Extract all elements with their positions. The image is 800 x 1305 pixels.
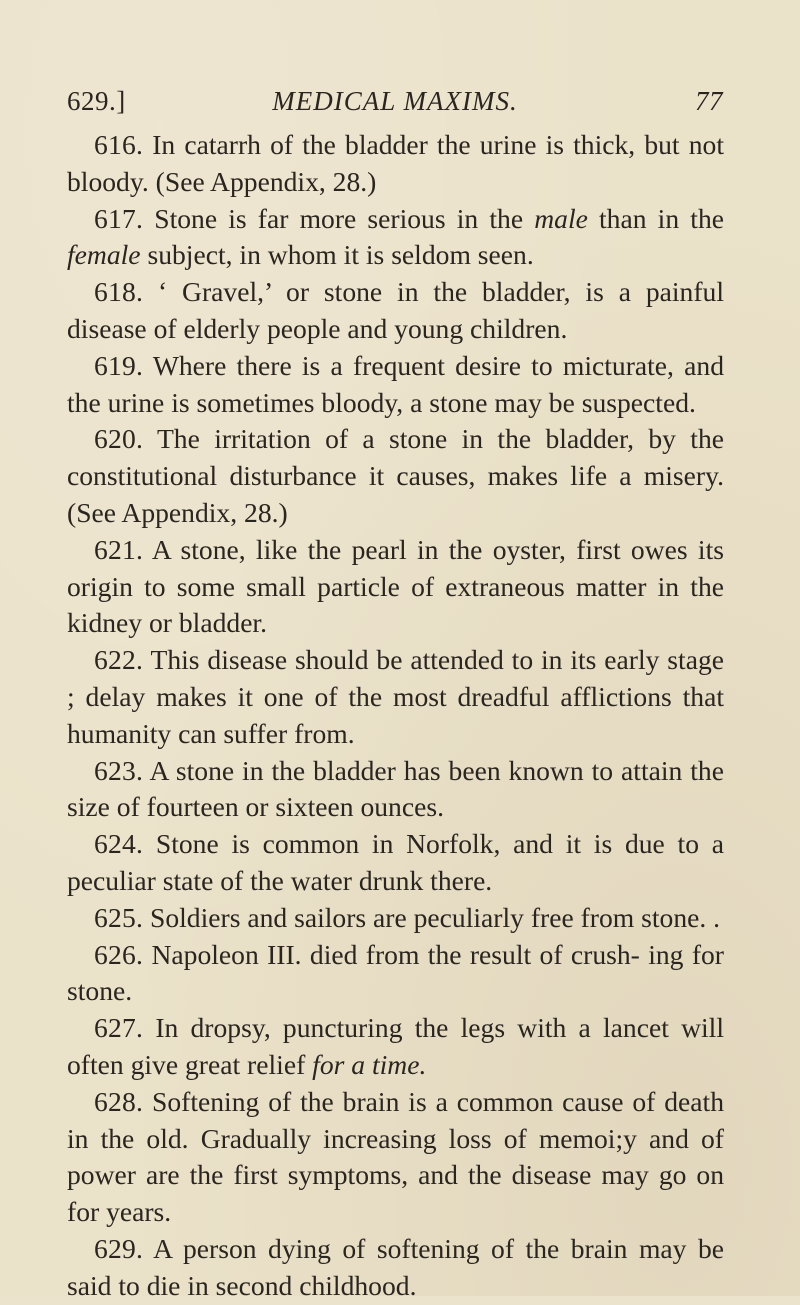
maxim-number: 621.: [94, 533, 144, 565]
running-head: [67, 86, 723, 126]
maxim-number: 622.: [94, 644, 144, 676]
maxim-text: Soldiers and sailors are peculiarly free from stone. .: [150, 901, 721, 933]
maxim-618: [67, 274, 724, 348]
maxim-626: [67, 937, 724, 1011]
maxim-number: 619.: [94, 349, 144, 381]
maxim-text: A person dying of softening of the brain may be said to die in second childhood.: [67, 1232, 724, 1301]
maxim-number: 617.: [94, 202, 144, 234]
maxim-628: [67, 1084, 724, 1231]
maxim-623: [67, 753, 724, 827]
maxim-text: In catarrh of the bladder the urine is thick, but not bloody. (See Appendix, 28.): [67, 129, 724, 197]
maxim-text: than in the: [587, 202, 724, 234]
maxim-number: 627.: [94, 1012, 144, 1044]
maxim-text: In dropsy, puncturing the legs with a lancet will often give great relief: [67, 1012, 724, 1080]
maxim-number: 626.: [94, 938, 144, 970]
maxim-number: 620.: [94, 423, 144, 455]
maxim-number: 629.: [94, 1232, 144, 1264]
maxim-emphasis: female: [67, 239, 141, 271]
maxim-621: [67, 532, 724, 642]
maxim-619: [67, 348, 724, 422]
maxim-617: [67, 201, 724, 275]
maxim-text: Stone is far more serious in the: [154, 202, 535, 234]
maxim-text: A stone in the bladder has been known to attain the size of fourteen or sixteen ounces.: [67, 754, 724, 823]
maxim-629: [67, 1231, 724, 1305]
section-marker: 629.]: [67, 86, 126, 116]
maxim-text: ‘ Gravel,’ or stone in the bladder, is a painful disease of elderly people and young children.: [67, 276, 724, 344]
maxim-number: 628.: [94, 1085, 144, 1117]
maxim-616: [67, 127, 724, 201]
maxim-625: [67, 900, 724, 937]
maxim-text: subject, in whom it is seldom seen.: [140, 239, 534, 271]
maxim-text: Stone is common in Norfolk, and it is due to a peculiar state of the water drunk there.: [67, 828, 724, 896]
maxim-text: Softening of the brain is a common cause of death in the old. Gradually increasing loss of memoi;y and of power are the first symptoms, and the disease may go on for years.: [67, 1085, 724, 1228]
maxim-number: 623.: [94, 754, 144, 786]
page-title: MEDICAL MAXIMS.: [272, 86, 518, 116]
maxim-622: [67, 642, 724, 752]
maxim-text: Napoleon III. died from the result of crush- ing for stone.: [67, 938, 724, 1007]
maxim-627: [67, 1010, 724, 1084]
maxim-text: This disease should be attended to in its early stage ; delay makes it one of the most dreadful afflictions that humanity can suffer from.: [67, 644, 724, 749]
maxim-number: 625.: [94, 901, 144, 933]
maxim-text: Where there is a frequent desire to micturate, and the urine is sometimes bloody, a stone may be suspected.: [67, 349, 724, 418]
maxim-number: 624.: [94, 828, 144, 860]
body-text: [67, 127, 724, 1305]
maxim-number: 616.: [94, 129, 144, 160]
maxim-emphasis: for a time.: [312, 1048, 427, 1080]
maxim-text: A stone, like the pearl in the oyster, first owes its origin to some small particle of extraneous matter in the kidney or bladder.: [67, 533, 724, 639]
maxim-624: [67, 826, 724, 900]
maxim-number: 618.: [94, 276, 144, 308]
page-number: 77: [695, 86, 723, 116]
maxim-emphasis: male: [534, 202, 588, 234]
maxim-620: [67, 421, 724, 531]
maxim-text: The irritation of a stone in the bladder, by the constitutional disturbance it causes, makes life a misery. (See Appendix, 28.): [67, 423, 725, 528]
